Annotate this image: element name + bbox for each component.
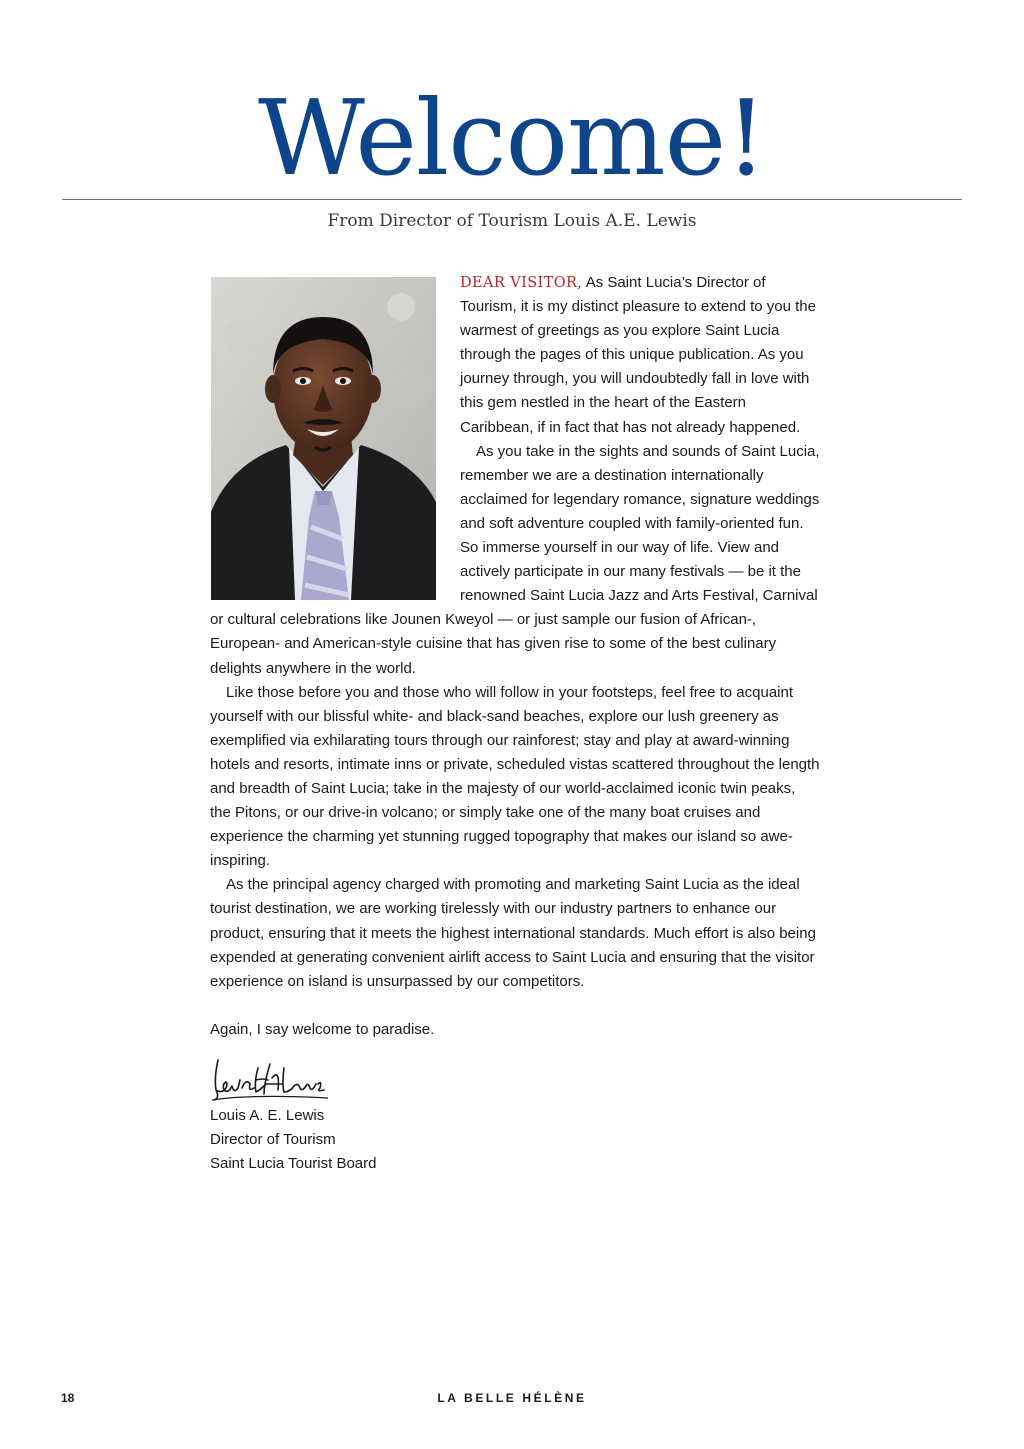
- page-title: Welcome!: [257, 77, 767, 199]
- signoff-title: Director of Tourism: [210, 1131, 336, 1148]
- signoff-organization: Saint Lucia Tourist Board: [210, 1155, 377, 1173]
- signoff-name: Louis A. E. Lewis: [210, 1106, 325, 1124]
- letter-closing: Again, I say welcome to paradise.: [210, 1020, 435, 1038]
- photo-wrap-spacer: [210, 271, 460, 607]
- welcome-letter: [210, 271, 820, 1176]
- letter-paragraph-4: As the principal agency charged with promoting and marketing Saint Lucia as the ideal tourist destination, we are working tirelessly with our industry partners to enhance our product, ensuring that it meets the highest international standards. Much effort is also being expended at generating convenient airlift access to Saint Lucia and ensuring that the visitor experience on island is unsurpassed by our competitors.: [210, 876, 816, 990]
- page-subtitle: From Director of Tourism Louis A.E. Lewis: [327, 211, 697, 231]
- handwritten-signature: [210, 1054, 820, 1104]
- letter-paragraph-2: As you take in the sights and sounds of Saint Lucia, remember we are a destination internationally acclaimed for legendary romance, signature weddings and soft adventure coupled with family-oriented fun. So immerse yourself in our way of life. View and actively participate in our many festivals — be it the renowned Saint Lucia Jazz and Arts Festival, Carnival or cultural celebrations like Jounen Kweyol — or just sample our fusion of African-, European- and American-style cuisine that has given rise to some of the best culinary delights anywhere in the world.: [210, 442, 820, 677]
- title-divider: [62, 199, 962, 200]
- magazine-name: LA BELLE HÉLÈNE: [437, 1391, 587, 1405]
- letter-paragraph-3: Like those before you and those who will follow in your footsteps, feel free to acquaint yourself with our blissful white- and black-sand beaches, explore our lush greenery as exemplified via exhilarating tours through our rainforest; stay and play at award-winning hotels and resorts, intimate inns or private, scheduled vistas scattered throughout the length and breadth of Saint Lucia; take in the majesty of our world-acclaimed iconic twin peaks, the Pitons, or our drive-in volcano; or simply take one of the many boat cruises and experience the charming yet stunning rugged topography that makes our island so awe-inspiring.: [210, 683, 820, 870]
- page-number: 18: [61, 1391, 75, 1405]
- letter-paragraph-1-text: As Saint Lucia’s Director of Tourism, it is my distinct pleasure to extend to you the warmest of greetings as you explore Saint Lucia through the pages of this unique publication. As you journey through, you will undoubtedly fall in love with this gem nestled in the heart of the Eastern Caribbean, if in fact that has not already happened.: [460, 274, 816, 436]
- letter-salutation: DEAR VISITOR,: [460, 275, 583, 291]
